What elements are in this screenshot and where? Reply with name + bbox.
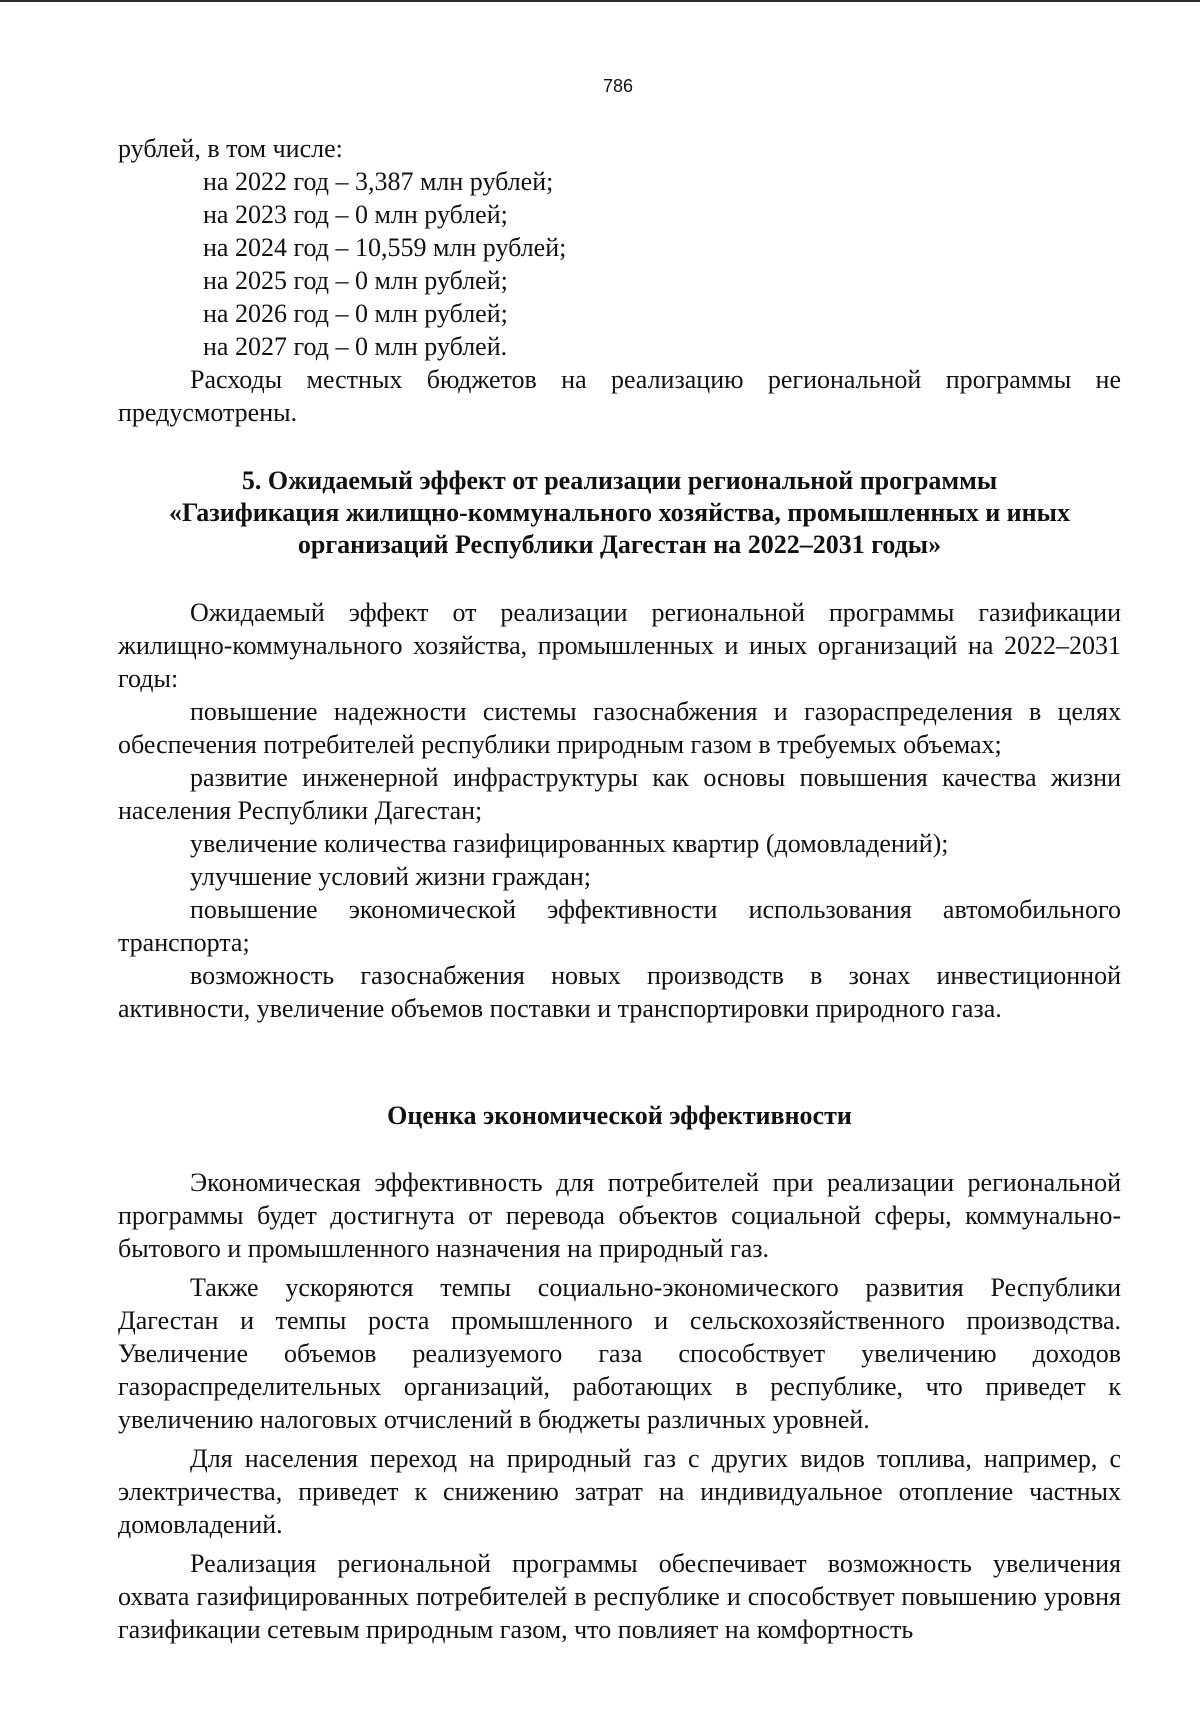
top-border-line bbox=[0, 0, 1200, 2]
section-5-heading-line-1: 5. Ожидаемый эффект от реализации региональной программы bbox=[241, 466, 998, 495]
effect-item: повышение экономической эффективности использования автомобильного транспорта; bbox=[118, 895, 1121, 957]
section-5-intro: Ожидаемый эффект от реализации региональной программы газификации жилищно-коммунального хозяйства, промышленных и иных организаций на 2022–2031 годы: bbox=[118, 598, 1121, 693]
economic-paragraph: Экономическая эффективность для потребителей при реализации региональной программы будет достигнута от перевода объектов социальной сферы, коммунально-бытового и промышленного назначения на природный газ. bbox=[118, 1168, 1121, 1263]
budget-year-2022: на 2022 год – 3,387 млн рублей; bbox=[203, 167, 554, 196]
economic-efficiency-heading: Оценка экономической эффективности bbox=[387, 1101, 852, 1130]
budget-intro: рублей, в том числе: bbox=[118, 134, 343, 163]
section-5-heading-line-3: организаций Республики Дагестан на 2022–2031 годы» bbox=[297, 530, 942, 559]
effect-item: возможность газоснабжения новых производств в зонах инвестиционной активности, увеличение объемов поставки и транспортировки природного газа. bbox=[118, 961, 1121, 1023]
page-number: 786 bbox=[602, 76, 634, 96]
economic-paragraph: Также ускоряются темпы социально-экономического развития Республики Дагестан и темпы роста промышленного и сельскохозяйственного производства. Увеличение объемов реализуемого газа способствует увеличению доходов газораспределительных организаций, работающих в республике, что приведет к увеличению налоговых отчислений в бюджеты различных уровней. bbox=[118, 1273, 1121, 1434]
budget-year-2027: на 2027 год – 0 млн рублей. bbox=[203, 332, 508, 361]
effect-item: увеличение количества газифицированных квартир (домовладений); bbox=[190, 829, 949, 858]
effect-item: улучшение условий жизни граждан; bbox=[190, 862, 592, 891]
budget-year-2026: на 2026 год – 0 млн рублей; bbox=[203, 299, 508, 328]
budget-year-2024: на 2024 год – 10,559 млн рублей; bbox=[203, 233, 567, 262]
economic-paragraph: Для населения переход на природный газ с других видов топлива, например, с электричества, приведет к снижению затрат на индивидуальное отопление частных домовладений. bbox=[118, 1444, 1121, 1539]
section-5-heading-line-2: «Газификация жилищно-коммунального хозяйства, промышленных и иных bbox=[169, 498, 1070, 527]
economic-paragraph: Реализация региональной программы обеспечивает возможность увеличения охвата газифицированных потребителей в республике и способствует повышению уровня газификации сетевым природным газом, что повлияет на комфортность bbox=[118, 1549, 1121, 1644]
document-body bbox=[118, 132, 1121, 1646]
section-5-heading bbox=[118, 465, 1121, 561]
budget-year-2023: на 2023 год – 0 млн рублей; bbox=[203, 200, 508, 229]
effect-item: развитие инженерной инфраструктуры как основы повышения качества жизни населения Республики Дагестан; bbox=[118, 763, 1121, 825]
effect-item: повышение надежности системы газоснабжения и газораспределения в целях обеспечения потребителей республики природным газом в требуемых объемах; bbox=[118, 697, 1121, 759]
budget-year-2025: на 2025 год – 0 млн рублей; bbox=[203, 266, 508, 295]
local-budget-note: Расходы местных бюджетов на реализацию региональной программы не предусмотрены. bbox=[118, 365, 1121, 427]
